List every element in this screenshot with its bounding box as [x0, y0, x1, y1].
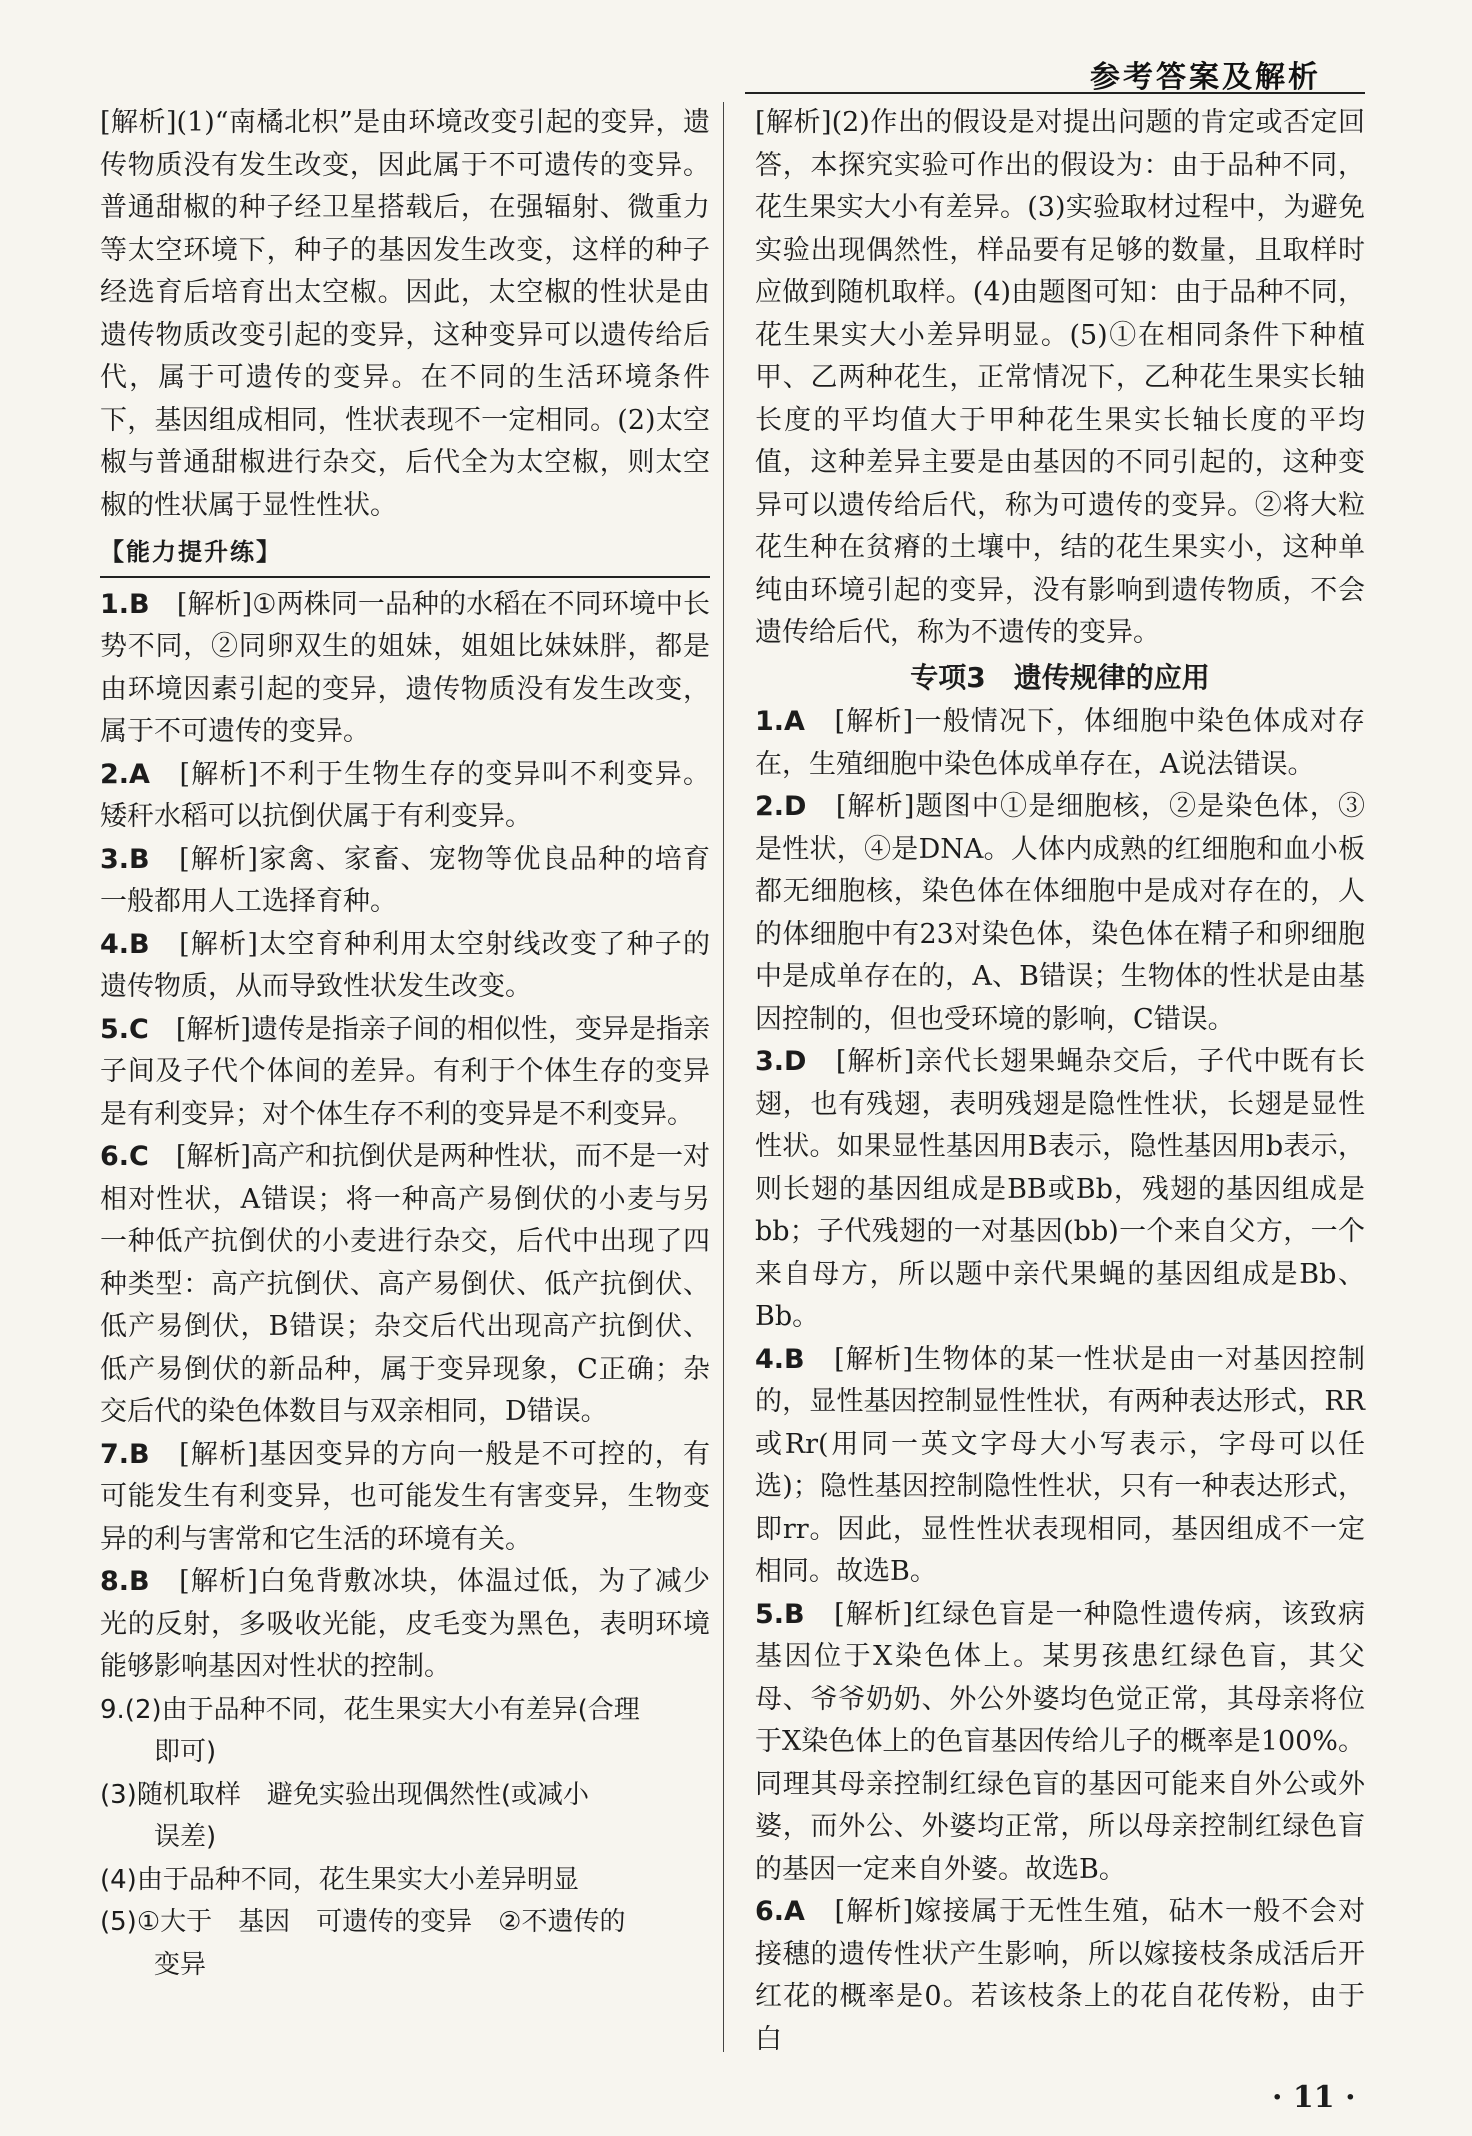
- q9-line: 9.(2)由于品种不同，花生果实大小有差异(合理: [100, 1694, 640, 1725]
- answer-explanation: [解析]生物体的某一性状是由一对基因控制的，显性基因控制显性性状，有两种表达形式，RR或Rr(用同一英文字母大小写表示，字母可以任选)；隐性基因控制隐性性状，只有一种表达形式，即rr。因此，显性性状表现相同，基因组成不一定相同。故选B。: [755, 1343, 1366, 1587]
- answer-key: 6.C: [100, 1141, 149, 1172]
- section-label-ability: 【能力提升练】: [100, 531, 710, 578]
- answer-key: 7.B: [100, 1438, 150, 1470]
- answer-key: 2.A: [100, 758, 150, 790]
- answer-key: 2.D: [755, 791, 807, 822]
- answer-explanation: [解析]不利于生物生存的变异叫不利变异。矮秆水稻可以抗倒伏属于有利变异。: [100, 758, 710, 832]
- answer-key: 6.A: [755, 1896, 805, 1927]
- column-divider: [723, 102, 724, 2052]
- answer-key: 4.B: [755, 1343, 805, 1375]
- answer-item: [100, 839, 710, 924]
- q9-line: 即可): [154, 1737, 217, 1767]
- answer-explanation: [解析]太空育种利用太空射线改变了种子的遗传物质，从而导致性状发生改变。: [100, 928, 710, 1002]
- question-9-answers: [100, 1689, 710, 1987]
- answer-explanation: [解析]高产和抗倒伏是两种性状，而不是一对相对性状，A错误；将一种高产易倒伏的小麦与另一种低产抗倒伏的小麦进行杂交，后代中出现了四种类型：高产抗倒伏、高产易倒伏、低产抗倒伏、低产易倒伏，B错误；杂交后代出现高产抗倒伏、低产易倒伏的新品种，属于变异现象，C正确；杂交后代的染色体数目与双亲相同，D错误。: [100, 1141, 710, 1427]
- answer-key: 3.B: [100, 843, 150, 875]
- answer-item: [755, 1041, 1365, 1339]
- answer-item: [100, 1434, 710, 1562]
- answer-item: [755, 786, 1365, 1041]
- right-intro-analysis: [解析](2)作出的假设是对提出问题的肯定或否定回答，本探究实验可作出的假设为：由于品种不同，花生果实大小有差异。(3)实验取材过程中，为避免实验出现偶然性，样品要有足够的数量，且取样时应做到随机取样。(4)由题图可知：由于品种不同，花生果实大小差异明显。(5)①在相同条件下种植甲、乙两种花生，正常情况下，乙种花生果实长轴长度的平均值大于甲种花生果实长轴长度的平均值，这种差异主要是由基因的不同引起的，这种变异可以遗传给后代，称为可遗传的变异。②将大粒花生种在贫瘠的土壤中，结的花生果实小，这种单纯由环境引起的变异，没有影响到遗传物质，不会遗传给后代，称为不遗传的变异。: [755, 107, 1365, 648]
- left-column: [100, 102, 710, 1986]
- answer-key: 5.C: [100, 1013, 149, 1045]
- answer-item: [100, 754, 710, 839]
- answer-item: [755, 701, 1365, 786]
- answer-item: [755, 1594, 1365, 1892]
- answer-key: 1.A: [755, 706, 805, 737]
- answer-explanation: [解析]家禽、家畜、宠物等优良品种的培育一般都用人工选择育种。: [100, 843, 710, 917]
- q9-line: 变异: [154, 1949, 207, 1980]
- answer-explanation: [解析]嫁接属于无性生殖，砧木一般不会对接穗的遗传性状产生影响，所以嫁接枝条成活后开红花的概率是0。若该枝条上的花自花传粉，由于白: [755, 1896, 1365, 2055]
- right-column: [755, 102, 1365, 2061]
- answer-key: 8.B: [100, 1566, 150, 1597]
- page-number: · 11 ·: [1272, 2080, 1356, 2115]
- answer-key: 1.B: [100, 588, 150, 620]
- answer-explanation: [解析]基因变异的方向一般是不可控的，有可能发生有利变异，也可能发生有害变异，生物变异的利与害常和它生活的环境有关。: [100, 1438, 710, 1555]
- answer-key: 3.D: [755, 1046, 807, 1077]
- answer-item: [755, 1339, 1365, 1594]
- answer-item: [100, 1009, 710, 1137]
- answer-explanation: [解析]亲代长翅果蝇杂交后，子代中既有长翅，也有残翅，表明残翅是隐性性状，长翅是显性性状。如果显性基因用B表示，隐性基因用b表示，则长翅的基因组成是BB或Bb，残翅的基因组成是bb；子代残翅的一对基因(bb)一个来自父方，一个来自母方，所以题中亲代果蝇的基因组成是Bb、Bb。: [755, 1046, 1366, 1332]
- section-title-genetics: 专项3 遗传规律的应用: [910, 660, 1210, 694]
- left-intro-analysis: [解析](1)“南橘北枳”是由环境改变引起的变异，遗传物质没有发生改变，因此属于不可遗传的变异。普通甜椒的种子经卫星搭载后，在强辐射、微重力等太空环境下，种子的基因发生改变，这样的种子经选育后培育出太空椒。因此，太空椒的性状是由遗传物质改变引起的变异，这种变异可以遗传给后代，属于可遗传的变异。在不同的生活环境条件下，基因组成相同，性状表现不一定相同。(2)太空椒与普通甜椒进行杂交，后代全为太空椒，则太空椒的性状属于显性性状。: [100, 107, 710, 521]
- header-rule: [745, 92, 1365, 94]
- answer-key: 5.B: [755, 1598, 805, 1630]
- answer-item: [100, 1561, 710, 1689]
- answer-item: [100, 1136, 710, 1434]
- answer-explanation: [解析]①两株同一品种的水稻在不同环境中长势不同，②同卵双生的姐妹，姐姐比妹妹胖，都是由环境因素引起的变异，遗传物质没有发生改变，属于不可遗传的变异。: [100, 588, 711, 747]
- q9-line: (4)由于品种不同，花生果实大小差异明显: [100, 1864, 579, 1895]
- answer-explanation: [解析]遗传是指亲子间的相似性，变异是指亲子间及子代个体间的差异。有利于个体生存的变异是有利变异；对个体生存不利的变异是不利变异。: [100, 1013, 710, 1130]
- answer-explanation: [解析]题图中①是细胞核，②是染色体，③是性状，④是DNA。人体内成熟的红细胞和血小板都无细胞核，染色体在体细胞中是成对存在的，人的体细胞中有23对染色体，染色体在精子和卵细胞中是成单存在的，A、B错误；生物体的性状是由基因控制的，但也受环境的影响，C错误。: [755, 791, 1366, 1035]
- answer-key: 4.B: [100, 928, 150, 960]
- answer-explanation: [解析]白兔背敷冰块，体温过低，为了减少光的反射，多吸收光能，皮毛变为黑色，表明环境能够影响基因对性状的控制。: [100, 1566, 710, 1682]
- q9-line: 误差): [154, 1822, 217, 1852]
- answer-explanation: [解析]一般情况下，体细胞中染色体成对存在，生殖细胞中染色体成单存在，A说法错误。: [755, 706, 1365, 780]
- q9-line: (5)①大于 基因 可遗传的变异 ②不遗传的: [100, 1907, 626, 1937]
- answer-item: [100, 584, 710, 754]
- answer-item: [100, 924, 710, 1009]
- page-header-title: 参考答案及解析: [1090, 60, 1321, 95]
- q9-line: (3)随机取样 避免实验出现偶然性(或减小: [100, 1779, 589, 1810]
- answer-item: [755, 1891, 1365, 2061]
- answer-explanation: [解析]红绿色盲是一种隐性遗传病，该致病基因位于X染色体上。某男孩患红绿色盲，其父母、爷爷奶奶、外公外婆均色觉正常，其母亲将位于X染色体上的色盲基因传给儿子的概率是100%。同理其母亲控制红绿色盲的基因可能来自外公或外婆，而外公、外婆均正常，所以母亲控制红绿色盲的基因一定来自外婆。故选B。: [755, 1598, 1365, 1885]
